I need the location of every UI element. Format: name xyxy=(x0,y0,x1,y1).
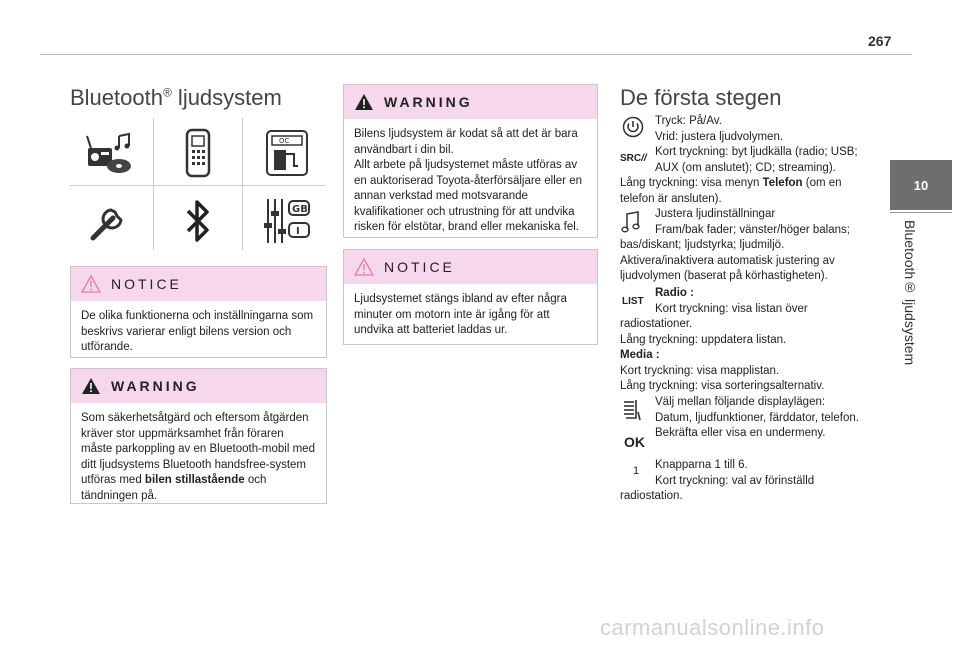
src-long-press-text xyxy=(620,176,842,192)
list-radio-long-text: Lång tryckning: uppdatera listan. xyxy=(620,333,787,346)
warning-text-bold: bilen stillastående xyxy=(144,474,245,486)
feature-icon-grid xyxy=(70,118,325,250)
power-knob-icon xyxy=(622,116,644,138)
list-media-label: Media : xyxy=(620,349,660,361)
src-long-press-prefix: Lång tryckning: visa menyn xyxy=(620,177,763,189)
warning-header xyxy=(71,369,326,403)
section-title-bluetooth xyxy=(70,85,282,111)
list-radio-short-text: Kort tryckning: visa listan över xyxy=(655,302,808,315)
warning-header xyxy=(344,85,597,119)
power-press-text: Tryck: På/Av. xyxy=(655,115,722,127)
preset-short-press-text: Kort tryckning: val av förinställd xyxy=(655,474,815,487)
chapter-number-badge: 10 xyxy=(890,160,952,210)
display-modes-text: Välj mellan följande displaylägen: xyxy=(655,396,826,408)
notice-box-left xyxy=(70,266,327,358)
page-number: 267 xyxy=(868,33,892,49)
grid-divider xyxy=(153,118,154,250)
notice-header xyxy=(71,267,326,301)
warning-triangle-icon xyxy=(81,377,101,395)
src-key-icon: SRC// xyxy=(620,153,647,164)
chapter-tab-rule xyxy=(890,212,952,213)
audio-settings-icon xyxy=(262,196,312,246)
list-radio-label: Radio : xyxy=(655,287,694,299)
ok-key-icon: OK xyxy=(624,434,645,450)
notice-triangle-icon xyxy=(354,258,374,276)
title-registered-mark: ® xyxy=(162,85,172,100)
mobile-phone-icon xyxy=(173,128,223,178)
notice-heading: NOTICE xyxy=(384,259,455,275)
radio-cd-icon xyxy=(85,128,135,178)
list-media-short-text: Kort tryckning: visa mapplistan. xyxy=(620,364,780,377)
audio-settings-text: Justera ljudinställningar xyxy=(655,208,776,220)
ok-confirm-text: Bekräfta eller visa en undermeny. xyxy=(655,427,826,439)
src-short-press-text: Kort tryckning: byt ljudkälla (radio; USB; xyxy=(655,146,858,158)
notice-box-middle xyxy=(343,249,598,345)
warning-triangle-icon xyxy=(354,93,374,111)
warning-text: Som säkerhetsåtgärd och eftersom åtgärden kräver stor uppmärksamhet från föraren måste parkoppling av en Bluetooth-mobil med ditt ljudsystems Bluetooth handsfree-system utföras med xyxy=(81,412,315,486)
power-turn-text: Vrid: justera ljudvolymen. xyxy=(655,130,784,143)
list-key-icon: LIST xyxy=(622,296,644,307)
display-modes-list-text: Datum, ljudfunktioner, färddator, telefon. xyxy=(655,411,859,424)
grid-divider xyxy=(70,185,325,186)
watermark: carmanualsonline.info xyxy=(600,615,825,640)
warning-body: Bilens ljudsystem är kodat så att det är bara användbart i din bil. Allt arbete på ljudsystemet måste utföras av en auktoriserad Toyota-återförsäljare eller en annan verkstad med motsvarande kvalifikationer och utrustning för att undvika risken för elstötar, brand eller mekaniska fel. xyxy=(354,128,582,233)
preset-buttons-text: Knapparna 1 till 6. xyxy=(655,459,748,471)
title-text: Bluetooth xyxy=(70,85,163,110)
music-note-icon xyxy=(620,210,642,234)
svg-text:OC: OC xyxy=(279,137,290,145)
svg-text:I: I xyxy=(296,226,300,237)
warning-heading: WARNING xyxy=(111,378,200,394)
notice-heading: NOTICE xyxy=(111,276,182,292)
title-rest: ljudsystem xyxy=(171,85,282,110)
audio-auto-volume-text: Aktivera/inaktivera automatisk justering av xyxy=(620,254,835,267)
list-media-long-text: Lång tryckning: visa sorteringsalternativ. xyxy=(620,380,825,392)
audio-speed-text: ljudvolymen (baserat på körhastigheten). xyxy=(620,270,828,282)
src-phone-menu-label: Telefon xyxy=(762,177,803,189)
preset-station-text: radiostation. xyxy=(620,490,683,502)
src-long-press-suffix: (om en xyxy=(802,177,842,189)
display-mode-icon xyxy=(622,398,642,422)
bluetooth-icon xyxy=(173,196,223,246)
warning-heading: WARNING xyxy=(384,94,473,110)
section-title-first-steps: De första stegen xyxy=(620,85,782,110)
audio-fader-text: Fram/bak fader; vänster/höger balans; xyxy=(655,223,850,236)
fuel-pump-icon xyxy=(262,128,312,178)
notice-header xyxy=(344,250,597,284)
preset-key-icon: 1 xyxy=(633,465,640,477)
warning-text-end: och tändningen på. xyxy=(81,474,267,502)
warning-box-middle xyxy=(343,84,598,238)
grid-divider xyxy=(242,118,243,250)
src-phone-condition-text: telefon är ansluten). xyxy=(620,192,722,205)
src-sources-text: AUX (om anslutet); CD; streaming). xyxy=(655,161,836,174)
list-radio-stations-text: radiostationer. xyxy=(620,318,693,330)
audio-bass-text: bas/diskant; ljudstyrka; ljudmiljö. xyxy=(620,239,785,251)
wrench-icon xyxy=(85,196,135,246)
svg-text:GB: GB xyxy=(292,204,308,215)
notice-triangle-icon xyxy=(81,275,101,293)
warning-body xyxy=(71,403,326,512)
header-rule xyxy=(40,54,912,55)
chapter-title-vertical: Bluetooth® ljudsystem xyxy=(902,220,918,366)
src-key-label: SRC xyxy=(620,153,642,164)
notice-body: De olika funktionerna och inställningarna som beskrivs varierar enligt bilens version och utförande. xyxy=(81,310,314,353)
notice-body: Ljudsystemet stängs ibland av efter några minuter om motorn inte är igång för att undvika att batteriet laddas ur. xyxy=(354,293,567,336)
warning-box-left xyxy=(70,368,327,504)
